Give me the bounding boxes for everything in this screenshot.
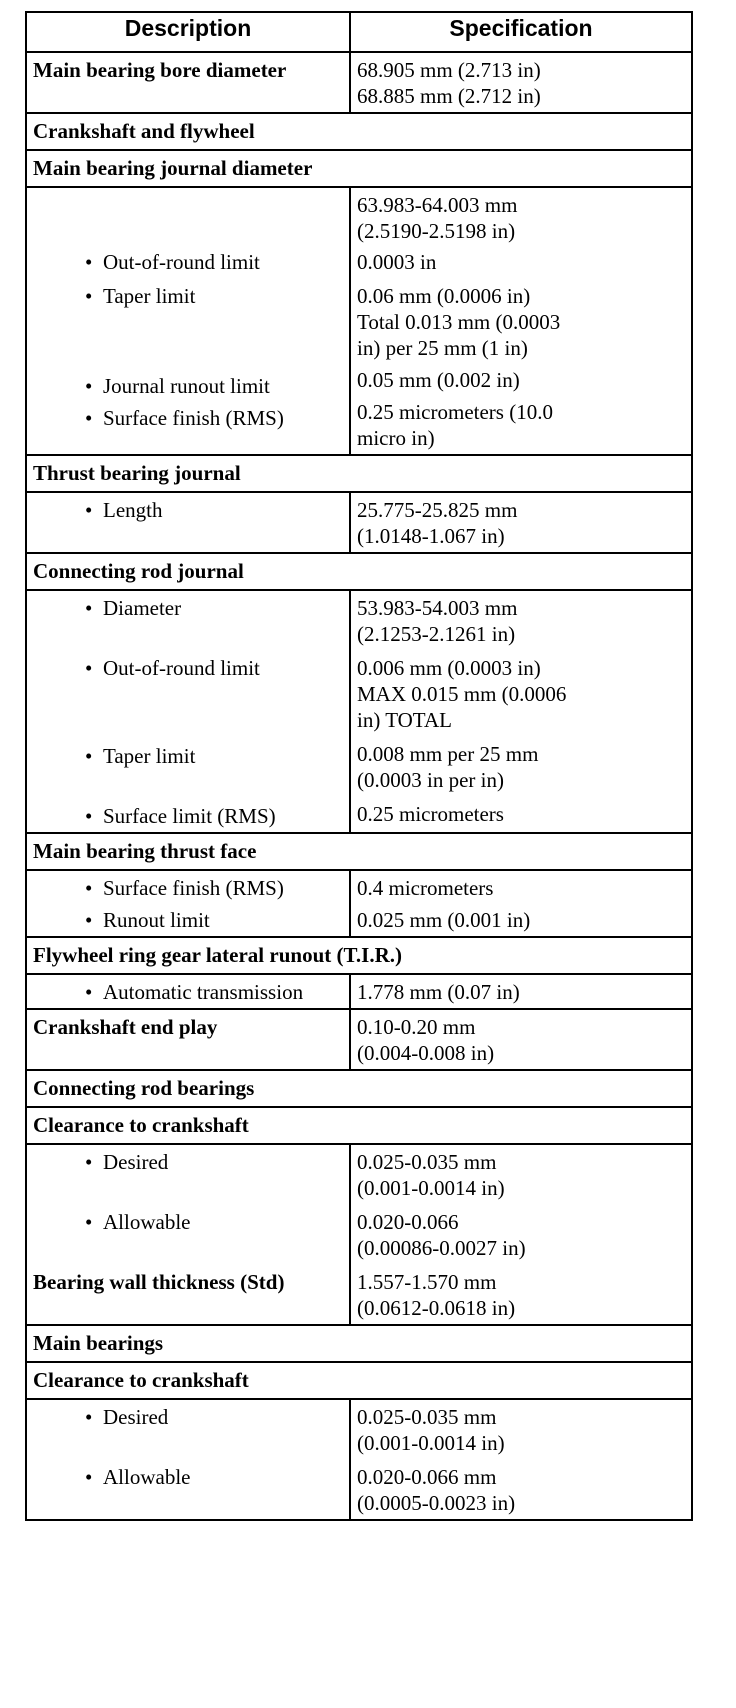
spec-line: 0.025-0.035 mm: [357, 1150, 497, 1174]
section-thrust-journal: Thrust bearing journal: [26, 455, 692, 492]
spec-line: 63.983-64.003 mm: [357, 193, 518, 217]
main-bearing-specs: [350, 1399, 692, 1520]
section-main-clearance: Clearance to crankshaft: [26, 1362, 692, 1399]
spec-line: 68.885 mm (2.712 in): [357, 84, 541, 108]
bullet-icon: •: [85, 1210, 93, 1234]
bullet-icon: •: [85, 284, 93, 308]
spec-line: 0.020-0.066 mm: [357, 1465, 497, 1489]
spec-line: (0.0003 in per in): [357, 768, 504, 792]
bullet-icon: •: [85, 1405, 93, 1429]
spec-line: in) per 25 mm (1 in): [357, 336, 528, 360]
spec-line: (0.004-0.008 in): [357, 1041, 495, 1065]
bullet-icon: •: [85, 596, 93, 620]
main-bearing-bore-label: Main bearing bore diameter: [26, 52, 350, 113]
rod-journal-items: [26, 590, 350, 833]
bullet-icon: •: [85, 876, 93, 900]
section-row: [26, 1107, 692, 1144]
section-rod-bearings: Connecting rod bearings: [26, 1070, 692, 1107]
bullet-icon: •: [85, 744, 93, 768]
table-row: [26, 870, 692, 937]
spec-line: 53.983-54.003 mm: [357, 596, 518, 620]
item-label: Automatic transmission: [103, 980, 304, 1004]
spec-line: (2.1253-2.1261 in): [357, 622, 516, 646]
item-label: Taper limit: [103, 744, 196, 768]
spec-line: 0.25 micrometers: [357, 802, 504, 826]
table-row: [26, 1144, 692, 1325]
spec-line: 1.778 mm (0.07 in): [357, 980, 520, 1004]
bullet-icon: •: [85, 1465, 93, 1489]
section-row: [26, 553, 692, 590]
table-row: [26, 974, 692, 1009]
item-label: Surface finish (RMS): [103, 876, 284, 900]
bearing-wall-label: Bearing wall thickness (Std): [33, 1270, 285, 1294]
list-item: [33, 1149, 343, 1175]
item-label: Surface limit (RMS): [103, 804, 276, 828]
spec-line: in) TOTAL: [357, 708, 452, 732]
table-row: [26, 590, 692, 833]
rod-journal-specs: [350, 590, 692, 833]
section-row: [26, 1070, 692, 1107]
spec-line: 0.008 mm per 25 mm: [357, 742, 539, 766]
item-label: Taper limit: [103, 284, 196, 308]
section-main-journal: Main bearing journal diameter: [26, 150, 692, 187]
item-label: Length: [103, 498, 163, 522]
list-item: [33, 1209, 343, 1235]
header-specification: Specification: [350, 12, 692, 52]
end-play-label: Crankshaft end play: [26, 1009, 350, 1070]
item-label: Allowable: [103, 1210, 191, 1234]
list-item: [33, 979, 343, 1005]
spec-line: (0.00086-0.0027 in): [357, 1236, 526, 1260]
section-row: [26, 113, 692, 150]
thrust-journal-items: [26, 492, 350, 553]
thrust-face-specs: [350, 870, 692, 937]
bullet-icon: •: [85, 908, 93, 932]
spec-line: micro in): [357, 426, 435, 450]
spec-line: 0.25 micrometers (10.0: [357, 400, 553, 424]
spec-line: Total 0.013 mm (0.0003: [357, 310, 561, 334]
item-label: Desired: [103, 1150, 169, 1174]
section-rod-journal: Connecting rod journal: [26, 553, 692, 590]
main-bearing-items: [26, 1399, 350, 1520]
table-row: [26, 1399, 692, 1520]
section-row: [26, 1362, 692, 1399]
spec-line: (0.001-0.0014 in): [357, 1431, 505, 1455]
section-row: [26, 833, 692, 870]
bullet-icon: •: [85, 498, 93, 522]
list-item: [33, 1404, 343, 1430]
item-label: Desired: [103, 1405, 169, 1429]
list-item: [33, 497, 343, 523]
section-thrust-face: Main bearing thrust face: [26, 833, 692, 870]
section-flywheel-runout: Flywheel ring gear lateral runout (T.I.R.): [26, 937, 692, 974]
bullet-icon: •: [85, 1150, 93, 1174]
section-main-bearings: Main bearings: [26, 1325, 692, 1362]
spec-line: 0.025 mm (0.001 in): [357, 908, 531, 932]
main-journal-items: [26, 187, 350, 455]
section-crankshaft-flywheel: Crankshaft and flywheel: [26, 113, 692, 150]
list-item: [33, 655, 343, 681]
item-label: Out-of-round limit: [103, 250, 260, 274]
bullet-icon: •: [85, 250, 93, 274]
spec-line: 0.06 mm (0.0006 in): [357, 284, 531, 308]
spec-line: 0.4 micrometers: [357, 876, 494, 900]
section-row: [26, 455, 692, 492]
spec-line: 0.05 mm (0.002 in): [357, 368, 520, 392]
spec-line: (0.001-0.0014 in): [357, 1176, 505, 1200]
spec-line: 68.905 mm (2.713 in): [357, 58, 541, 82]
list-item: [33, 907, 343, 933]
spec-line: (0.0612-0.0618 in): [357, 1296, 516, 1320]
list-item: [33, 1464, 343, 1490]
header-description: Description: [26, 12, 350, 52]
list-item: [33, 803, 343, 829]
section-rod-clearance: Clearance to crankshaft: [26, 1107, 692, 1144]
item-label: Diameter: [103, 596, 182, 620]
spec-line: 0.025-0.035 mm: [357, 1405, 497, 1429]
section-row: [26, 1325, 692, 1362]
rod-bearing-items: [26, 1144, 350, 1325]
list-item: [33, 743, 343, 769]
spec-line: MAX 0.015 mm (0.0006: [357, 682, 567, 706]
rod-bearing-specs: [350, 1144, 692, 1325]
table-row: [26, 52, 692, 113]
spec-line: 0.10-0.20 mm: [357, 1015, 476, 1039]
section-row: [26, 150, 692, 187]
end-play-specs: [350, 1009, 692, 1070]
spec-line: 0.020-0.066: [357, 1210, 459, 1234]
list-item: [33, 595, 343, 621]
table-row: [26, 187, 692, 455]
list-item: [33, 249, 343, 275]
main-journal-specs: [350, 187, 692, 455]
bullet-icon: •: [85, 406, 93, 430]
list-item: [33, 373, 343, 399]
item-label: Surface finish (RMS): [103, 406, 284, 430]
item-label: Journal runout limit: [103, 374, 270, 398]
spec-line: (1.0148-1.067 in): [357, 524, 505, 548]
flywheel-items: [26, 974, 350, 1009]
spec-line: 1.557-1.570 mm: [357, 1270, 497, 1294]
list-item: [33, 875, 343, 901]
list-item: [33, 283, 343, 309]
spec-line: (2.5190-2.5198 in): [357, 219, 516, 243]
bullet-icon: •: [85, 374, 93, 398]
spec-line: 25.775-25.825 mm: [357, 498, 518, 522]
item-label: Out-of-round limit: [103, 656, 260, 680]
spec-line: 0.006 mm (0.0003 in): [357, 656, 541, 680]
table-row: [26, 492, 692, 553]
spec-line: (0.0005-0.0023 in): [357, 1491, 516, 1515]
thrust-face-items: [26, 870, 350, 937]
bullet-icon: •: [85, 980, 93, 1004]
header-row: [26, 12, 692, 52]
bullet-icon: •: [85, 656, 93, 680]
list-item: [33, 405, 343, 431]
thrust-journal-specs: [350, 492, 692, 553]
bullet-icon: •: [85, 804, 93, 828]
main-bearing-bore-spec: [350, 52, 692, 113]
spec-line: 0.0003 in: [357, 250, 437, 274]
item-label: Runout limit: [103, 908, 210, 932]
table-row: [26, 1009, 692, 1070]
item-label: Allowable: [103, 1465, 191, 1489]
spec-table: [25, 11, 693, 1521]
section-row: [26, 937, 692, 974]
flywheel-specs: [350, 974, 692, 1009]
